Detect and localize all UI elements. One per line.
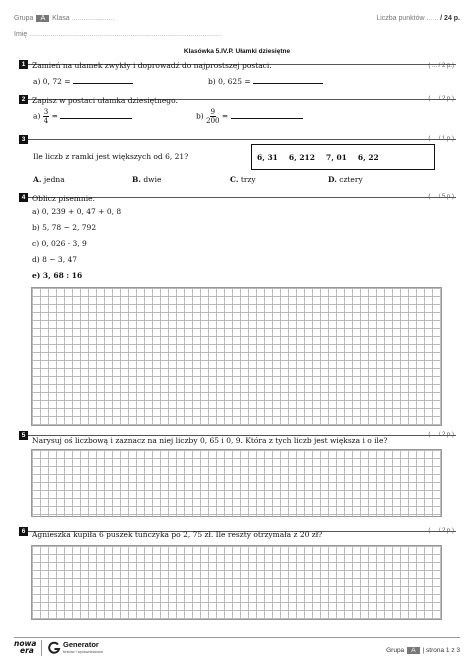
option-d[interactable]: [328, 175, 363, 184]
question-2b-answer[interactable]: [231, 112, 303, 119]
question-4d: d) 8 − 3, 47: [32, 255, 78, 264]
question-2a: [33, 108, 132, 125]
question-6-work-grid[interactable]: [31, 545, 442, 620]
question-6-text: Agnieszka kupiła 6 puszek tuńczyka po 2, 75 zł. Ile reszty otrzymała z 20 zł?: [32, 530, 323, 539]
question-4-number: 4: [19, 193, 28, 202]
option-c[interactable]: [230, 175, 256, 184]
question-1b: [208, 77, 323, 86]
question-5-number: 5: [19, 431, 28, 440]
points-field: [376, 15, 460, 22]
logo-separator: [41, 640, 42, 656]
question-6-number: 6: [19, 527, 28, 536]
question-2-points: ( ... / 2 p.): [428, 96, 454, 102]
points-label: Liczba punktów: [376, 15, 425, 22]
question-3-text: Ile liczb z ramki jest większych od 6, 21?: [33, 152, 189, 161]
question-4c: c) 0, 026 · 3, 9: [32, 239, 87, 248]
option-c-letter: C.: [230, 175, 239, 184]
name-field: [14, 31, 222, 38]
page-title: Klasówka 5.IV.P. Ułamki dziesiętne: [183, 48, 291, 55]
box-value: 7, 01: [326, 153, 347, 162]
question-2a-label: a): [33, 111, 41, 121]
group-label: Grupa: [14, 15, 34, 22]
question-2a-fraction: [43, 108, 49, 125]
logo-bottom: era: [20, 646, 34, 655]
question-2b-fraction: [206, 108, 219, 125]
question-2a-answer[interactable]: [60, 112, 132, 119]
question-1b-label: b) 0, 625 =: [208, 77, 251, 86]
box-value: 6, 31: [257, 153, 278, 162]
logo-top: nowa: [14, 639, 37, 648]
question-4-text: Oblicz pisemnie.: [32, 194, 95, 203]
question-2-text: Zapisz w postaci ułamka dziesiętnego.: [32, 96, 178, 105]
question-1a-answer[interactable]: [73, 77, 133, 84]
question-2-number: 2: [19, 95, 28, 104]
option-b-letter: B.: [132, 175, 141, 184]
box-value: 6, 22: [357, 153, 379, 162]
points-total: / 24 p.: [440, 15, 460, 22]
option-a[interactable]: [33, 175, 65, 184]
option-a-text: jedna: [43, 175, 65, 184]
question-1a: [33, 77, 133, 86]
question-5-points: ( ... / 2 p.): [428, 432, 454, 438]
question-1-points: ( ... / 2 p.): [428, 63, 454, 69]
option-b[interactable]: [132, 175, 161, 184]
option-c-text: trzy: [240, 175, 256, 184]
question-2a-denominator: 4: [43, 117, 49, 125]
question-4a: a) 0, 239 + 0, 47 + 0, 8: [32, 207, 122, 216]
option-a-letter: A.: [33, 175, 42, 184]
question-1-text: Zamień na ułamek zwykły i doprowadź do najprostszej postaci.: [32, 61, 272, 70]
question-1-number: 1: [19, 60, 28, 69]
footer-divider: [14, 637, 460, 638]
question-1b-answer[interactable]: [253, 77, 323, 84]
points-input[interactable]: ......: [426, 15, 439, 22]
question-1a-label: a) 0, 72 =: [33, 77, 71, 86]
page-info: [386, 647, 460, 654]
option-d-letter: D.: [328, 175, 337, 184]
question-5-work-grid[interactable]: [31, 449, 442, 517]
number-box-values: [252, 145, 434, 162]
question-3-number: 3: [19, 135, 28, 144]
question-4-points: ( ... / 5 p.): [428, 194, 454, 200]
question-2b-label: b): [196, 111, 204, 121]
page-number: | strona 1 z 3: [422, 647, 460, 654]
question-2b: [196, 108, 303, 125]
class-input[interactable]: ......................: [71, 15, 115, 22]
group-field: [14, 15, 114, 22]
name-input[interactable]: ...................................................................................................: [29, 31, 222, 38]
question-4-work-grid[interactable]: [31, 287, 442, 426]
question-2a-equals: =: [51, 111, 58, 121]
number-box: [251, 144, 435, 170]
generator-subtitle: testów i sprawdzianów: [63, 649, 104, 654]
name-label: Imię: [14, 31, 28, 38]
box-value: 6, 212: [288, 153, 315, 162]
class-label: Klasa: [52, 15, 70, 22]
generator-icon: [47, 641, 61, 655]
question-2b-numerator: 9: [210, 108, 216, 116]
footer-group-label: Grupa: [386, 647, 405, 654]
question-2b-equals: =: [221, 111, 229, 121]
option-d-text: cztery: [339, 175, 363, 184]
group-badge: A: [36, 15, 49, 22]
question-4e: e) 3, 68 : 16: [32, 271, 83, 280]
footer-group-badge: A: [407, 647, 419, 654]
option-b-text: dwie: [143, 175, 162, 184]
question-2b-denominator: 200: [206, 117, 220, 125]
nowa-era-logo: [14, 640, 36, 654]
question-3-points: ( ... / 1 p.): [428, 136, 454, 142]
question-6-points: ( ... / 2 p.): [428, 528, 454, 534]
question-2a-numerator: 3: [43, 108, 49, 116]
question-5-text: Narysuj oś liczbową i zaznacz na niej liczby 0, 65 i 0, 9. Która z tych liczb jest większa i o ile?: [32, 436, 388, 445]
question-3-divider: [28, 139, 456, 140]
generator-name: Generator: [63, 640, 99, 649]
question-4b: b) 5, 78 − 2, 792: [32, 223, 97, 232]
